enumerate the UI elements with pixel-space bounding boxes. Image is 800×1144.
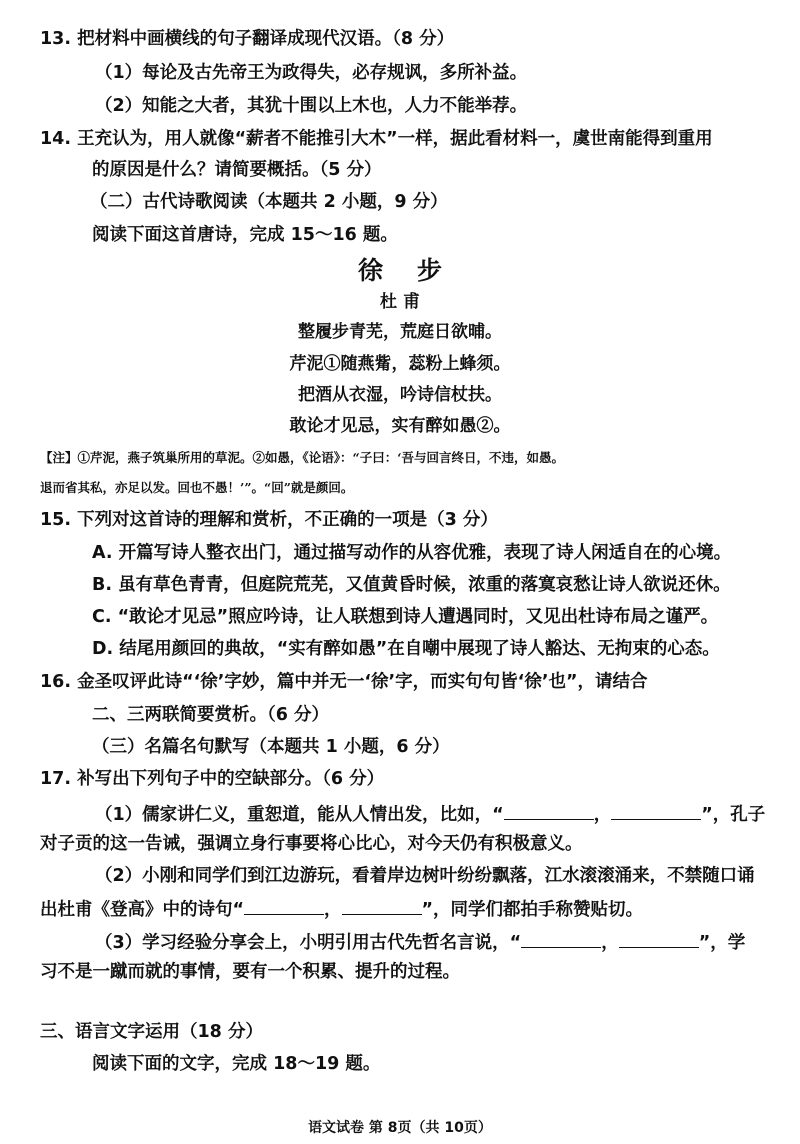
q15-option-a: A. 开篇写诗人整衣出门，通过描写动作的从容优雅，表现了诗人闲适自在的心境。 [92,543,732,563]
q15-stem: 15. 下列对这首诗的理解和赏析，不正确的一项是（3 分） [40,510,498,530]
q16-line-2: 二、三两联简要赏析。（6 分） [92,705,330,725]
q13-sentence-2: （2）知能之大者，其犹十围以上木也，人力不能举荐。 [95,96,528,116]
poem-line: 敢论才见忌，实有醉如愚②。 [289,416,511,436]
comma: ， [593,805,612,825]
q15-option-d: D. 结尾用颜回的典故，“实有醉如愚”在自嘲中展现了诗人豁达、无拘束的心态。 [92,639,720,659]
poem-note-line-1: 【注】①芹泥，燕子筑巢所用的草泥。②如愚，《论语》：“子曰：‘吾与回言终日，不违，如愚。 [40,450,565,465]
q15-option-b: B. 虽有草色青青，但庭院荒芜，又值黄昏时候，浓重的落寞哀愁让诗人欲说还休。 [92,575,731,595]
comma: ， [324,900,342,920]
section-3-title: （三）名篇名句默写（本题共 1 小题，6 分） [92,737,450,757]
section-2-intro: 阅读下面这首唐诗，完成 15～16 题。 [92,225,398,245]
q13-sentence-1: （1）每论及古先帝王为政得失，必存规讽，多所补益。 [95,63,528,83]
q13-stem: 13. 把材料中画横线的句子翻译成现代汉语。（8 分） [40,29,455,49]
comma: ， [601,933,619,953]
q17-item-3-tail: ”，学 [698,933,746,953]
q17-stem: 17. 补写出下列句子中的空缺部分。（6 分） [40,769,385,789]
q15-option-c: C. “敢论才见忌”照应吟诗，让人联想到诗人遭遇同时，又见出杜诗布局之谨严。 [92,607,719,627]
q17-item-1-line-2: 对子贡的这一告诫，强调立身行事要将心比心，对今天仍有积极意义。 [40,834,583,854]
part-3-title: 三、语言文字运用（18 分） [40,1022,263,1042]
poem-line: 芹泥①随燕觜，蕊粉上蜂须。 [289,354,511,374]
answer-blank[interactable] [504,801,594,820]
q14-line-1: 14. 王充认为，用人就像“薪者不能推引大木”一样，据此看材料一，虞世南能得到重用 [40,129,713,149]
q17-item-2-line-1: （2）小刚和同学们到江边游玩，看着岸边树叶纷纷飘落，江水滚滚涌来，不禁随口诵 [95,866,755,886]
q17-item-1-tail: ”，孔子 [701,805,766,825]
answer-blank[interactable] [619,929,699,948]
poem-author: 杜 甫 [380,292,420,312]
q17-item-1-line-1 [95,801,765,827]
page-footer: 语文试卷 第 8页（共 10页） [308,1120,492,1136]
q14-line-2: 的原因是什么？请简要概括。（5 分） [92,160,382,180]
poem-line: 把酒从衣湿，吟诗信杖扶。 [298,385,502,405]
q17-item-2-line-2 [40,896,643,922]
poem-title: 徐步 [357,256,476,285]
q17-item-3-line-1 [95,929,745,955]
part-3-intro: 阅读下面的文字，完成 18～19 题。 [92,1054,381,1074]
poem-note-line-2: 退而省其私，亦足以发。回也不愚！’”。“回”就是颜回。 [40,480,354,495]
answer-blank[interactable] [521,929,601,948]
answer-blank[interactable] [244,896,324,915]
q17-item-2-tail: ”，同学们都拍手称赞贴切。 [421,900,644,920]
answer-blank[interactable] [611,801,701,820]
q17-item-2-text: 出杜甫《登高》中的诗句“ [40,900,245,920]
section-2-title: （二）古代诗歌阅读（本题共 2 小题，9 分） [90,192,448,212]
q17-item-3-line-2: 习不是一蹴而就的事情，要有一个积累、提升的过程。 [40,962,460,982]
q17-item-1-text: （1）儒家讲仁义，重恕道，能从人情出发，比如，“ [95,805,504,825]
q16-line-1: 16. 金圣叹评此诗“‘徐’字妙，篇中并无一‘徐’字，而实句句皆‘徐’也”，请结合 [40,672,648,692]
q17-item-3-text: （3）学习经验分享会上，小明引用古代先哲名言说，“ [95,933,522,953]
poem-line: 整履步青芜，荒庭日欲晡。 [298,322,502,342]
answer-blank[interactable] [342,896,422,915]
